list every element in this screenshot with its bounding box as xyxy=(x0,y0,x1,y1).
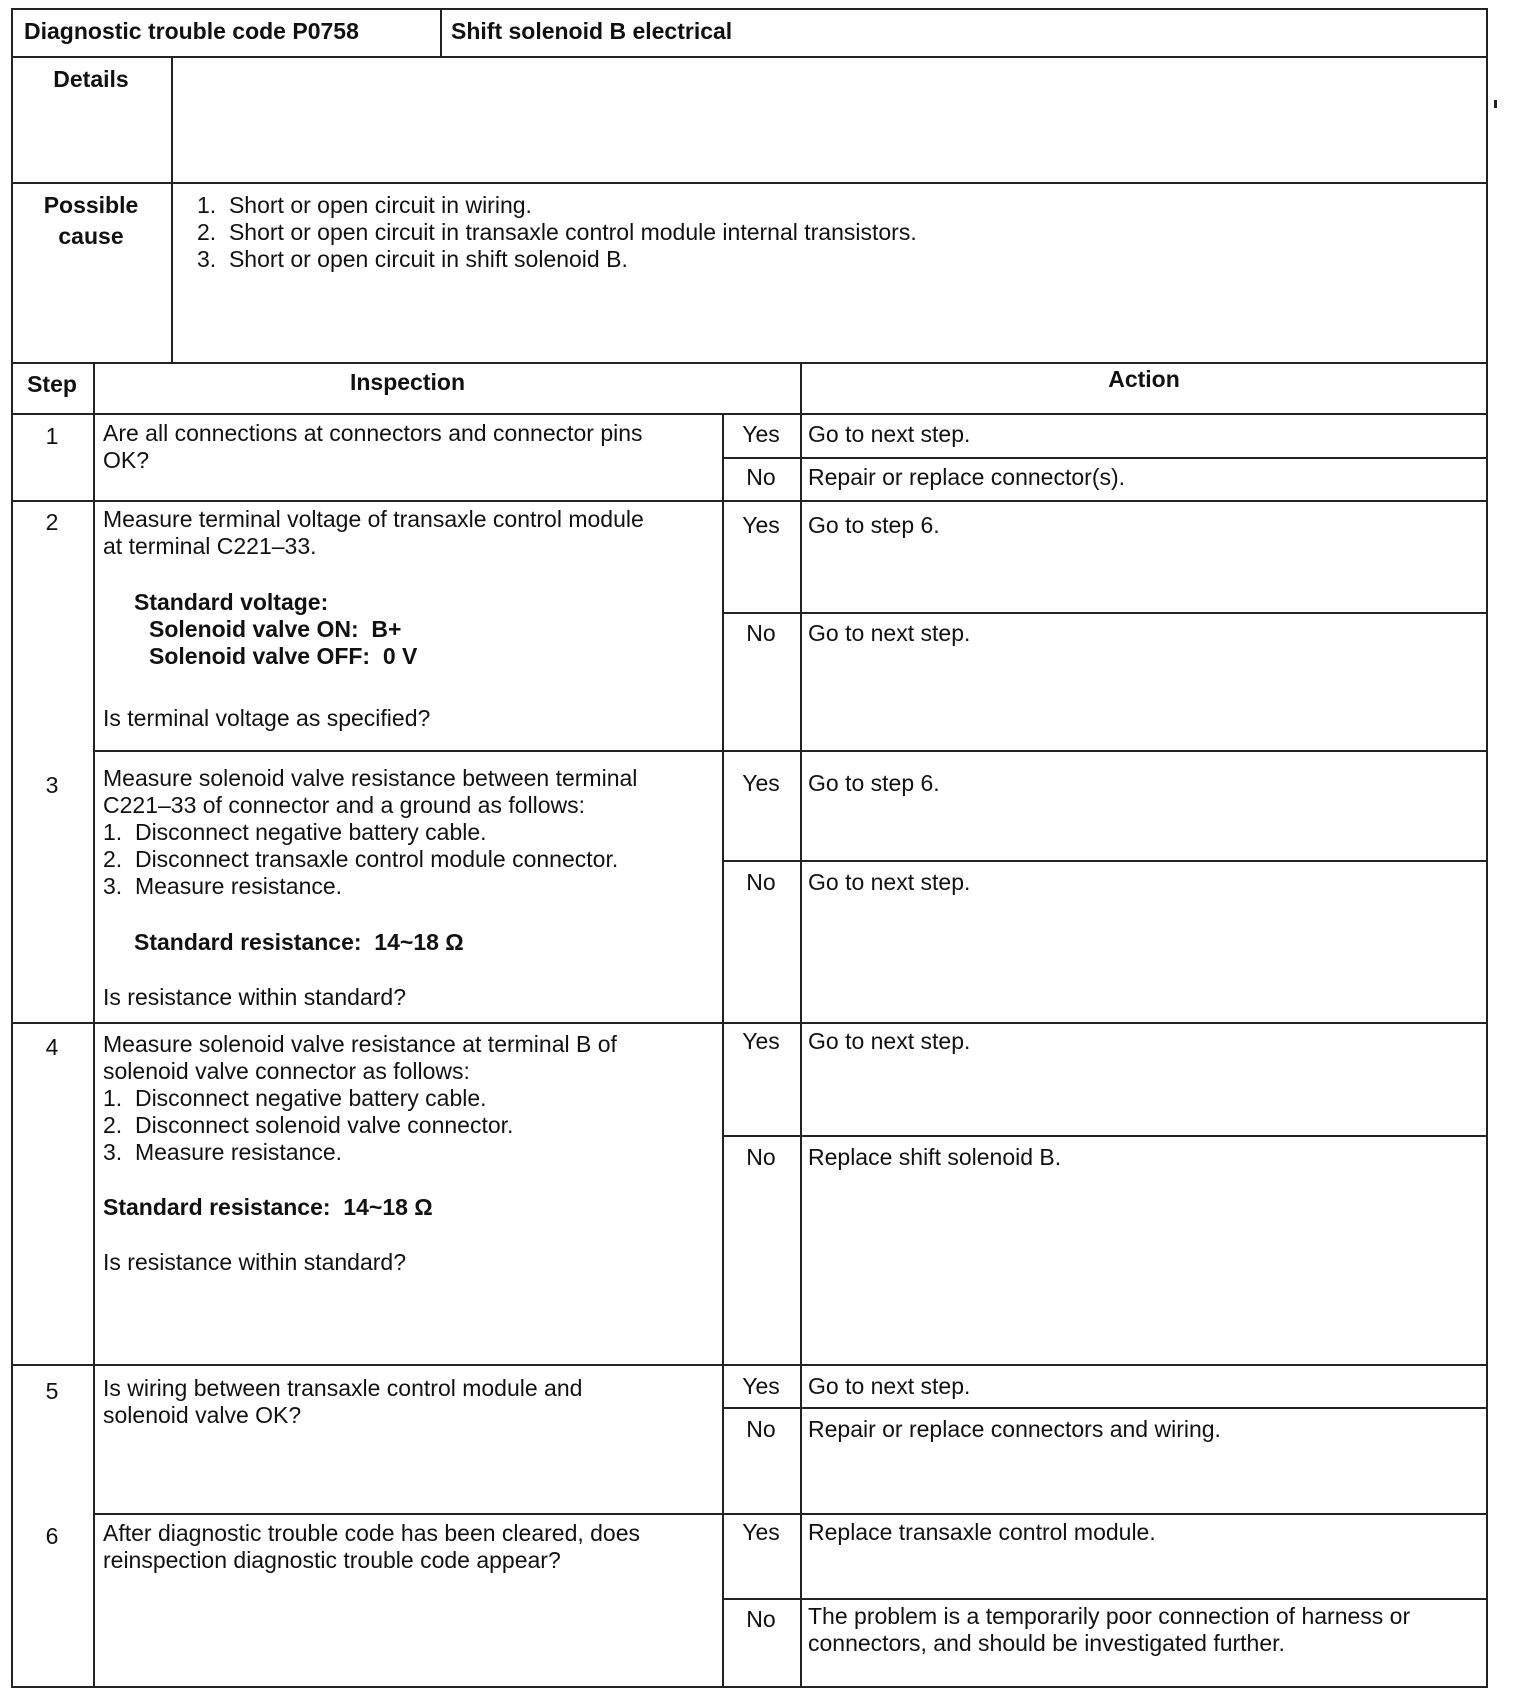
no-action: The problem is a temporarily poor connection of harness or xyxy=(808,1603,1411,1629)
step-number: 6 xyxy=(45,1523,59,1549)
step-number: 2 xyxy=(45,509,59,535)
yes-action: Go to next step. xyxy=(808,421,971,447)
no-action: Replace shift solenoid B. xyxy=(808,1144,1062,1170)
inspection-text: Are all connections at connectors and connector pins xyxy=(103,420,643,446)
spec-value: Standard resistance: 14~18 Ω xyxy=(134,929,464,955)
step-5-divider xyxy=(93,1513,1488,1515)
inspection-text: Measure solenoid valve resistance at terminal B of xyxy=(103,1031,617,1057)
step-4-yes-no-divider xyxy=(722,1135,1488,1137)
inspection-text: Is wiring between transaxle control module and xyxy=(103,1375,583,1401)
spec-value: Solenoid valve OFF: 0 V xyxy=(149,643,418,669)
step-3-yes-no-divider xyxy=(722,860,1488,862)
no-label: No xyxy=(746,1606,776,1632)
no-action: Go to next step. xyxy=(808,869,971,895)
spec-heading: Standard voltage: xyxy=(134,589,329,615)
trouble-code-label: Diagnostic trouble code P0758 xyxy=(24,18,359,44)
no-action: connectors, and should be investigated further. xyxy=(808,1630,1285,1656)
no-label: No xyxy=(746,464,776,490)
header-col-divider xyxy=(440,8,442,56)
inspection-text: 3. Measure resistance. xyxy=(103,1139,343,1165)
yes-label: Yes xyxy=(742,770,780,796)
yes-label: Yes xyxy=(742,512,780,538)
step-col-divider xyxy=(93,362,95,1688)
inspection-text: reinspection diagnostic trouble code appear? xyxy=(103,1547,561,1573)
step-5-yes-no-divider xyxy=(722,1407,1488,1409)
possible-cause-label-line2: cause xyxy=(58,223,124,249)
no-action: Go to next step. xyxy=(808,620,971,646)
inspection-question: Is resistance within standard? xyxy=(103,984,406,1010)
step-6-yes-no-divider xyxy=(722,1598,1488,1600)
yes-label: Yes xyxy=(742,1028,780,1054)
yes-action: Replace transaxle control module. xyxy=(808,1519,1156,1545)
inspection-column-header: Inspection xyxy=(349,369,465,395)
margin-mark xyxy=(1494,100,1497,108)
action-col-divider xyxy=(800,362,802,1688)
step-2-divider xyxy=(93,750,1488,752)
details-divider xyxy=(11,182,1488,184)
possible-cause-item: 2. Short or open circuit in transaxle control module internal transistors. xyxy=(197,219,917,245)
step-column-header: Step xyxy=(27,371,77,397)
no-label: No xyxy=(746,1416,776,1442)
yes-label: Yes xyxy=(742,421,780,447)
label-col-divider xyxy=(171,56,173,362)
possible-cause-item: 1. Short or open circuit in wiring. xyxy=(197,192,532,218)
inspection-text: 1. Disconnect negative battery cable. xyxy=(103,819,487,845)
inspection-question: Is resistance within standard? xyxy=(103,1249,406,1275)
trouble-code-title: Shift solenoid B electrical xyxy=(451,18,733,44)
no-label: No xyxy=(746,1144,776,1170)
step-2-yes-no-divider xyxy=(722,612,1488,614)
table-header-divider xyxy=(11,413,1488,415)
yes-action: Go to next step. xyxy=(808,1028,971,1054)
details-label: Details xyxy=(53,66,129,92)
possible-cause-label-line1: Possible xyxy=(43,192,139,218)
step-1-yes-no-divider xyxy=(722,457,1488,459)
step-number: 3 xyxy=(45,772,59,798)
inspection-question: Is terminal voltage as specified? xyxy=(103,705,431,731)
inspection-text: 1. Disconnect negative battery cable. xyxy=(103,1085,487,1111)
inspection-text: solenoid valve OK? xyxy=(103,1402,302,1428)
inspection-text: Measure solenoid valve resistance between terminal xyxy=(103,765,638,791)
possible-cause-item: 3. Short or open circuit in shift solenoid B. xyxy=(197,246,628,272)
inspection-text: OK? xyxy=(103,447,150,473)
cause-divider xyxy=(11,362,1488,364)
header-divider xyxy=(11,56,1488,58)
inspection-text: solenoid valve connector as follows: xyxy=(103,1058,470,1084)
yes-label: Yes xyxy=(742,1519,780,1545)
inspection-text: 2. Disconnect transaxle control module connector. xyxy=(103,846,619,872)
yes-action: Go to step 6. xyxy=(808,512,940,538)
spec-value: Solenoid valve ON: B+ xyxy=(149,616,402,642)
inspection-text: 2. Disconnect solenoid valve connector. xyxy=(103,1112,514,1138)
inspection-text: Measure terminal voltage of transaxle control module xyxy=(103,506,644,532)
step-number: 5 xyxy=(45,1378,59,1404)
yes-label: Yes xyxy=(742,1373,780,1399)
inspection-text: After diagnostic trouble code has been cleared, does xyxy=(103,1520,641,1546)
yes-action: Go to step 6. xyxy=(808,770,940,796)
no-label: No xyxy=(746,620,776,646)
no-label: No xyxy=(746,869,776,895)
step-4-divider xyxy=(11,1364,1488,1366)
no-action: Repair or replace connectors and wiring. xyxy=(808,1416,1221,1442)
action-column-header: Action xyxy=(1108,366,1180,392)
inspection-text: 3. Measure resistance. xyxy=(103,873,343,899)
inspection-text: C221–33 of connector and a ground as follows: xyxy=(103,792,586,818)
step-1-divider xyxy=(11,500,1488,502)
yes-action: Go to next step. xyxy=(808,1373,971,1399)
step-number: 1 xyxy=(45,423,59,449)
inspection-text: at terminal C221–33. xyxy=(103,533,317,559)
no-action: Repair or replace connector(s). xyxy=(808,464,1126,490)
spec-value: Standard resistance: 14~18 Ω xyxy=(103,1194,433,1220)
step-3-divider xyxy=(11,1022,1488,1024)
step-number: 4 xyxy=(45,1034,59,1060)
